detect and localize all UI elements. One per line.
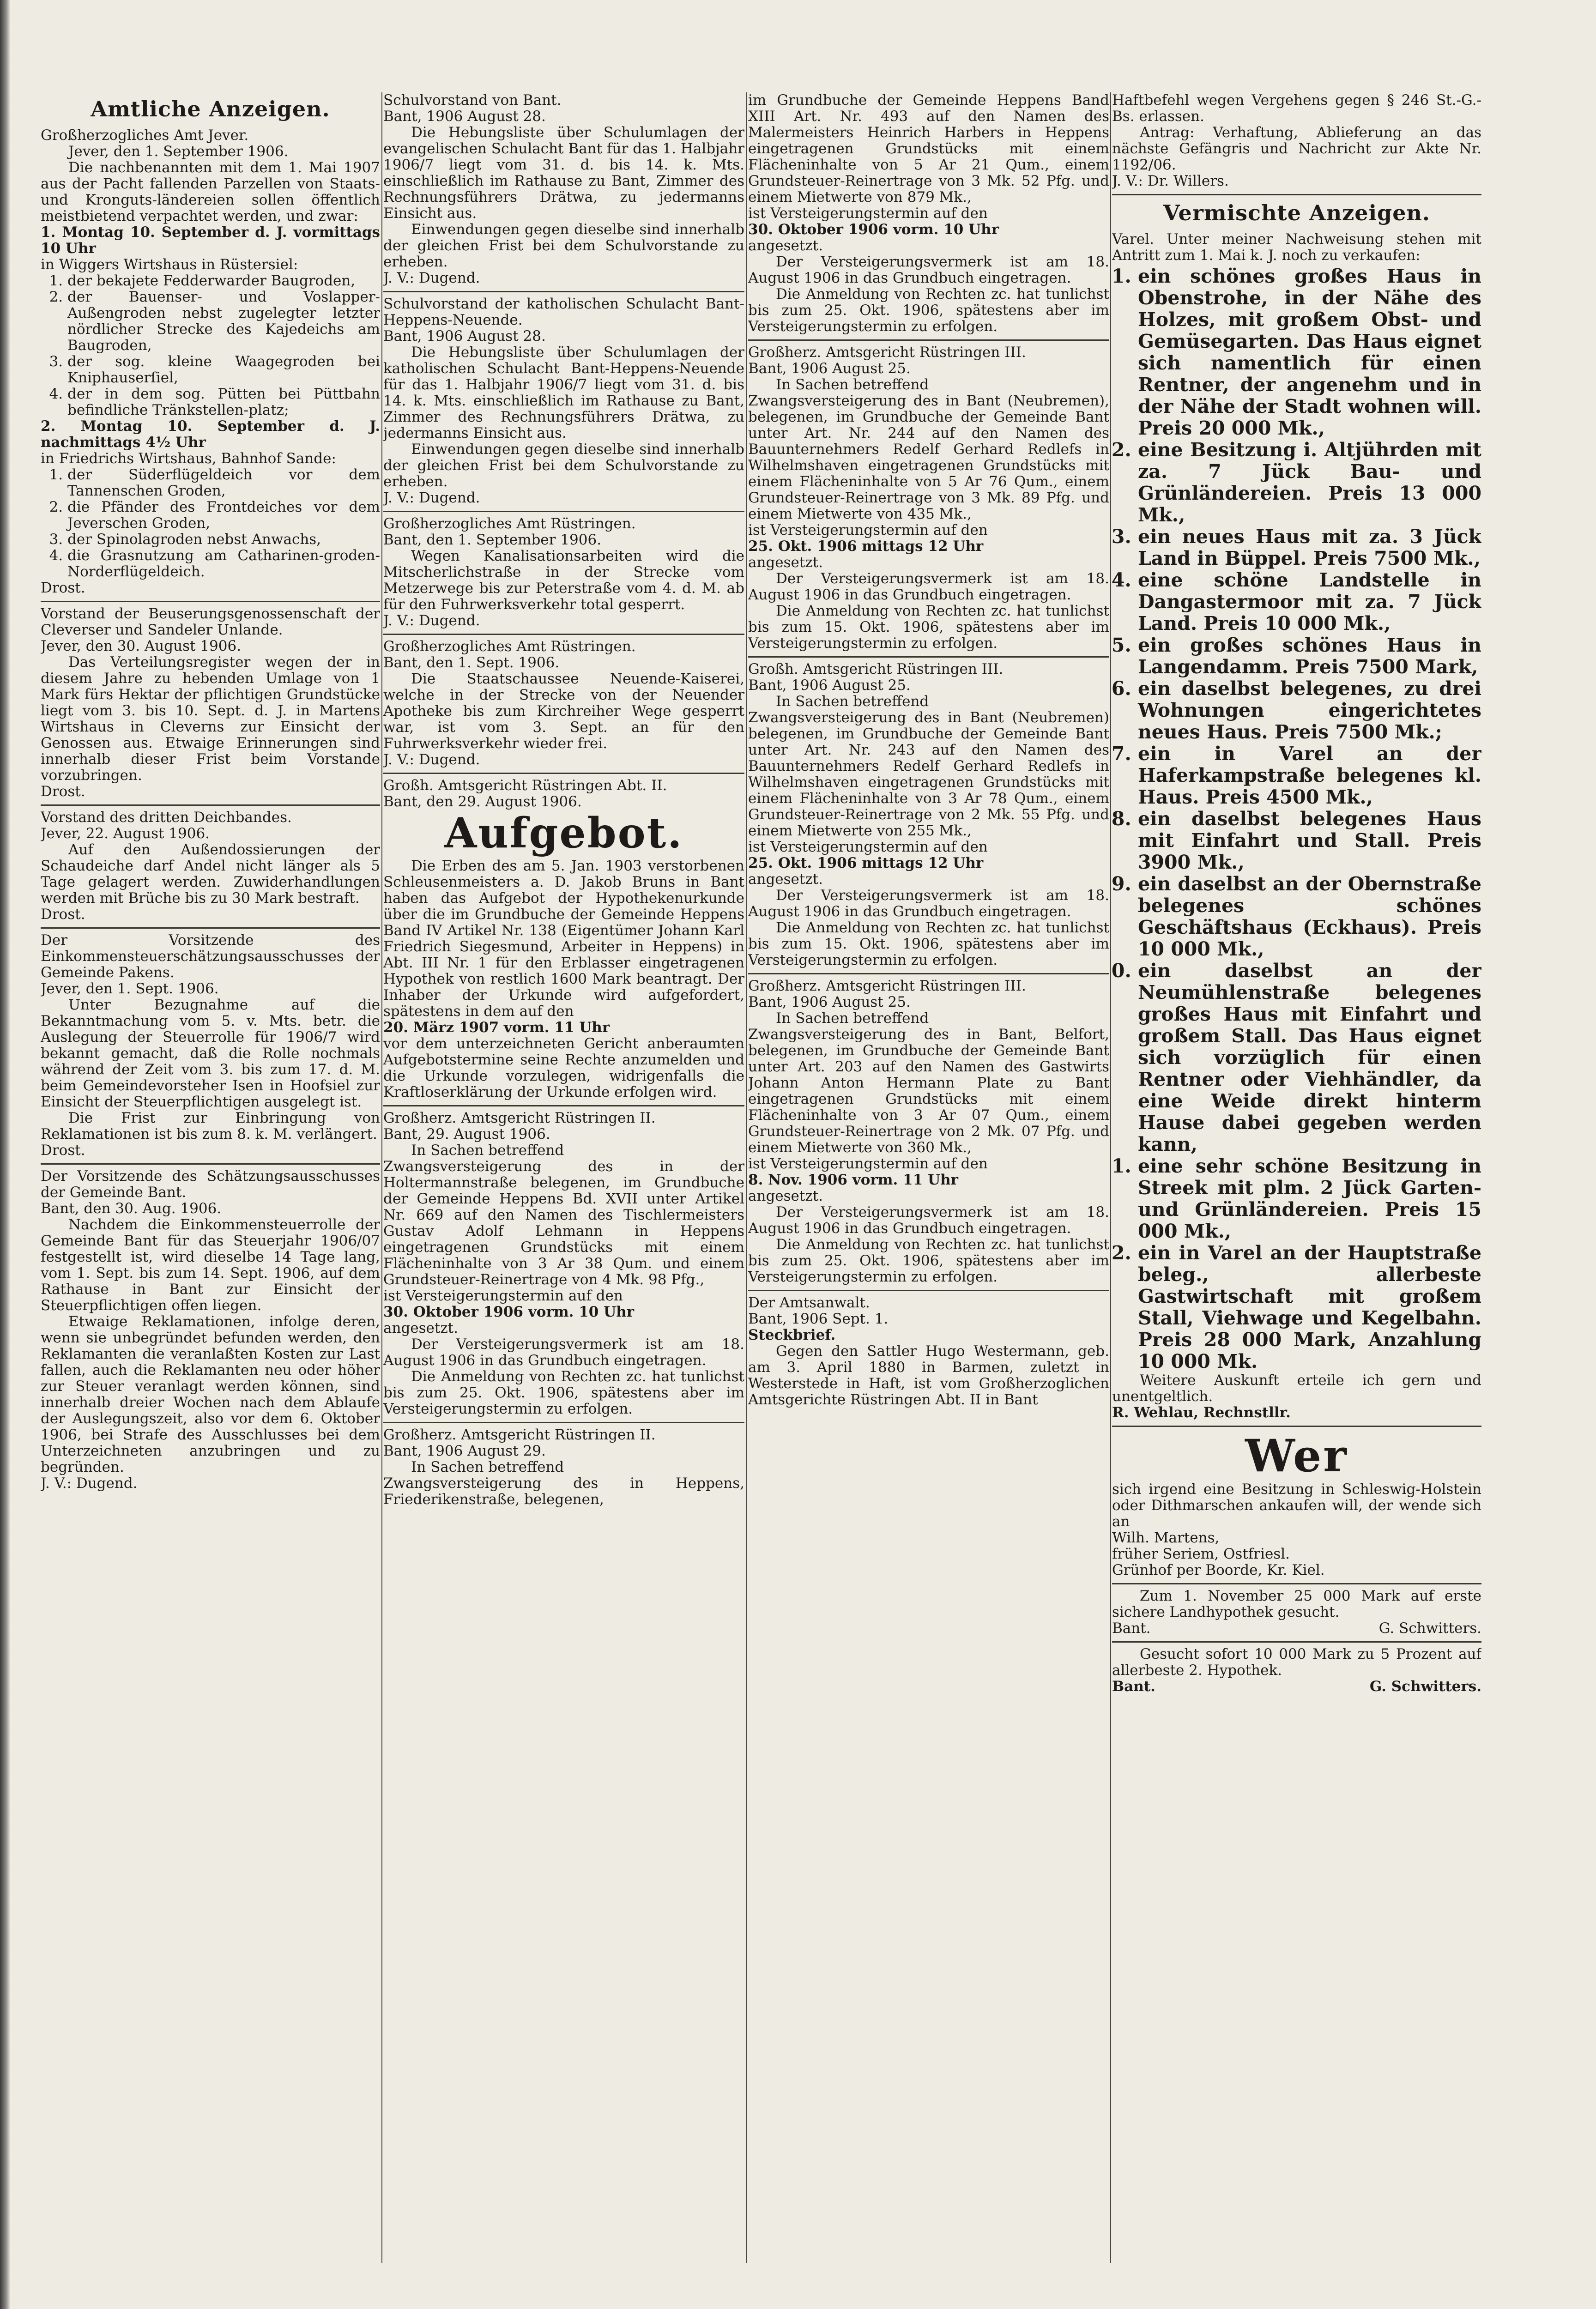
notice-body: Zwangsversteigerung des in Bant (Neubremen), belegenen, im Grundbuche der Gemeinde Bant unter Art. Nr. 244 auf den Namen des Bauunternehmers Redelf Gerhard Redlefs in Wilhelmshaven eingetragenen Grundstücks mit einem Flächeninhalte von 5 Ar 76 Qum., einem Grundsteuer-Reinertrage von 3 Mk. 89 Pfg. und einem Mietwerte von 435 Mk., bbox=[748, 393, 1109, 522]
notice-date: Bant, 1906 August 25. bbox=[748, 994, 911, 1010]
notice-amt-ruestringen-chaussee bbox=[383, 639, 744, 768]
list-item: 8. ein daselbst belegenes Haus mit Einfahrt und Stall. Preis 3900 Mk., bbox=[1138, 808, 1481, 873]
notice-header: Großherzogliches Amt Jever. bbox=[41, 127, 249, 144]
divider bbox=[383, 1105, 744, 1106]
aufgebot-title: Aufgebot. bbox=[444, 809, 683, 858]
notice-term: 2. Montag 10. September d. J. nachmittags 4½ Uhr bbox=[41, 418, 380, 451]
notice-aufgebot bbox=[383, 778, 744, 1100]
divider bbox=[1112, 1426, 1481, 1427]
list-item: 2. der Bauenser- und Voslapper-Außengroden nebst zugelegter letzter nördlicher Strecke des Kajedeichs am Baugroden, bbox=[67, 289, 380, 354]
notice-header: Großherzogliches Amt Rüstringen. bbox=[383, 638, 636, 655]
notice-zwangsversteigerung-244 bbox=[748, 345, 1109, 652]
notice-amt-jever bbox=[41, 127, 380, 596]
notice-location: in Friedrichs Wirtshaus, Bahnhof Sande: bbox=[41, 450, 336, 467]
notice-body: Die Hebungsliste über Schulumlagen der katholischen Schulacht Bant-Heppens-Neuende für das 1. Halbjahr 1906/7 liegt vom 31. d. bis 14. k. Mts. einschließlich im Rathause zu Bant, Zimmer des Rechnungsführers Drätwa, zu jedermanns Einsicht aus. bbox=[383, 344, 744, 441]
notice-signature: Drost. bbox=[41, 580, 85, 596]
notice-body: Einwendungen gegen dieselbe sind innerhalb der gleichen Frist bei dem Schulvorstande zu erheben. bbox=[383, 441, 744, 490]
ad-hypothek-2 bbox=[1112, 1646, 1481, 1695]
divider bbox=[41, 601, 380, 602]
page-fold-shadow bbox=[0, 0, 10, 2309]
notice-header: Vorstand des dritten Deichbandes. bbox=[41, 809, 292, 826]
divider bbox=[748, 1290, 1109, 1291]
notice-term: 8. Nov. 1906 vorm. 11 Uhr bbox=[748, 1172, 958, 1188]
notice-date: Jever, den 1. September 1906. bbox=[68, 143, 289, 160]
notice-term: 1. Montag 10. September d. J. vormittags 10 Uhr bbox=[41, 224, 380, 257]
notice-header: Großh. Amtsgericht Rüstringen Abt. II. bbox=[383, 777, 667, 794]
notice-date: Bant, 1906 August 25. bbox=[748, 360, 911, 377]
notice-steckbrief-continued bbox=[1112, 92, 1481, 189]
ad-signature: G. Schwitters. bbox=[1378, 1620, 1481, 1637]
notice-date: Bant, den 1. September 1906. bbox=[383, 532, 602, 548]
notice-signature: J. V.: Dugend. bbox=[383, 751, 480, 768]
notice-header: Großh. Amtsgericht Rüstringen III. bbox=[748, 661, 1004, 677]
column-divider bbox=[381, 92, 382, 2263]
notice-body: ist Versteigerungstermin auf den bbox=[748, 839, 988, 855]
notice-term: 30. Oktober 1906 vorm. 10 Uhr bbox=[748, 221, 999, 238]
notice-term: 25. Okt. 1906 mittags 12 Uhr bbox=[748, 855, 984, 871]
notice-body: Die Frist zur Einbringung von Reklamationen ist bis zum 8. k. M. verlängert. bbox=[41, 1110, 380, 1142]
notice-intro: In Sachen betreffend bbox=[776, 376, 929, 393]
list-item: 4. die Grasnutzung am Catharinen-groden-Norderflügeldeich. bbox=[67, 548, 380, 580]
notice-body: Der Versteigerungsvermerk ist am 18. August 1906 in das Grundbuch eingetragen. bbox=[748, 887, 1109, 920]
notice-body: angesetzt. bbox=[748, 1188, 823, 1204]
notice-header: Großherzogliches Amt Rüstringen. bbox=[383, 515, 636, 532]
ad-body: Gesucht sofort 10 000 Mark zu 5 Prozent auf allerbeste 2. Hypothek. bbox=[1112, 1646, 1481, 1679]
notice-signature: Drost. bbox=[41, 906, 85, 923]
notice-date: Jever, den 1. Sept. 1906. bbox=[41, 980, 219, 997]
notice-date: Bant, 1906 Sept. 1. bbox=[748, 1311, 889, 1327]
notice-amt-ruestringen-kanal bbox=[383, 516, 744, 629]
list-item: 5. ein großes schönes Haus in Langendamm. Preis 7500 Mark, bbox=[1138, 635, 1481, 678]
notice-location: in Wiggers Wirtshaus in Rüstersiel: bbox=[41, 256, 298, 273]
notice-header: Der Vorsitzende des Schätzungsausschusses der Gemeinde Bant. bbox=[41, 1168, 380, 1201]
notice-body: Die nachbenannten mit dem 1. Mai 1907 aus der Pacht fallenden Parzellen von Staats- und Kronguts-ländereien sollen öffentlich meistbietend verpachtet werden, und zwar: bbox=[41, 159, 380, 224]
list-item: 10. ein daselbst an der Neumühlenstraße belegenes großes Haus mit Einfahrt und großem Stall. Das Haus eignet sich vorzüglich für einen Rentner oder Viehhändler, da eine Weide direkt hinterm Hause dabei gegeben werden kann, bbox=[1138, 960, 1481, 1155]
notice-body: Die Anmeldung von Rechten zc. hat tunlichst bis zum 25. Okt. 1906, spätestens aber im Versteigerungstermin zu erfolgen. bbox=[748, 1236, 1109, 1285]
list-item: 6. ein daselbst belegenes, zu drei Wohnungen eingerichtetes neues Haus. Preis 7500 Mk.; bbox=[1138, 678, 1481, 743]
notice-schulvorstand-katholisch bbox=[383, 296, 744, 506]
list-item: 3. ein neues Haus mit za. 3 Jück Land in Büppel. Preis 7500 Mk., bbox=[1138, 526, 1481, 569]
ad-varel-real-estate bbox=[1112, 231, 1481, 1421]
notice-signature: J. V.: Dugend. bbox=[383, 612, 480, 629]
list-item: 12. ein in Varel an der Hauptstraße beleg., allerbeste Gastwirtschaft mit großem Stall, Viehwage und Kegelbahn. Preis 28 000 Mark, Anzahlung 10 000 Mk. bbox=[1138, 1242, 1481, 1372]
notice-body: Die Anmeldung von Rechten zc. hat tunlichst bis zum 15. Okt. 1906, spätestens aber im Versteigerungstermin zu erfolgen. bbox=[748, 603, 1109, 652]
notice-zwangsversteigerung-243 bbox=[748, 661, 1109, 968]
notice-header: Schulvorstand von Bant. bbox=[383, 92, 562, 109]
ad-intro: Varel. Unter meiner Nachweisung stehen mit Antritt zum 1. Mai k. J. noch zu verkaufen: bbox=[1112, 231, 1481, 264]
notice-header: Der Amtsanwalt. bbox=[748, 1294, 870, 1311]
list-item: 4. der in dem sog. Pütten bei Püttbahn befindliche Tränkstellen-platz; bbox=[67, 386, 380, 418]
parcel-list bbox=[41, 273, 380, 418]
notice-intro: In Sachen betreffend bbox=[411, 1459, 564, 1475]
divider bbox=[748, 973, 1109, 974]
notice-body: Die Anmeldung von Rechten zc. hat tunlichst bis zum 25. Okt. 1906, spätestens aber im Versteigerungstermin zu erfolgen. bbox=[383, 1368, 744, 1417]
list-item: 2. eine Besitzung i. Altjührden mit za. 7 Jück Bau- und Grünländereien. Preis 13 000 Mk., bbox=[1138, 439, 1481, 526]
notice-header: Schulvorstand der katholischen Schulacht Bant-Heppens-Neuende. bbox=[383, 296, 744, 328]
notice-date: Bant, den 1. Sept. 1906. bbox=[383, 654, 560, 671]
notice-term: 30. Oktober 1906 vorm. 10 Uhr bbox=[383, 1304, 635, 1320]
notice-body: Das Verteilungsregister wegen der in diesem Jahre zu hebenden Umlage von 1 Mark fürs Hektar der pflichtigen Grundstücke liegt vom 3. bis 10. Sept. d. J. in Martens Wirtshaus in Cleverns zur Einsicht der Genossen aus. Etwaige Erinnerungen sind innerhalb dieser Frist beim Vorstande vorzubringen. bbox=[41, 654, 380, 784]
ad-signature: Wilh. Martens, bbox=[1112, 1529, 1220, 1546]
notice-schulvorstand-bant bbox=[383, 92, 744, 286]
divider bbox=[383, 1422, 744, 1423]
notice-date: Jever, den 30. August 1906. bbox=[41, 638, 242, 654]
notice-header: Der Vorsitzende des Einkommensteuerschätzungsausschusses der Gemeinde Pakens. bbox=[41, 932, 380, 981]
divider bbox=[383, 773, 744, 774]
list-item: 9. ein daselbst an der Obernstraße belegenes schönes Geschäftshaus (Eckhaus). Preis 10 000 Mk., bbox=[1138, 873, 1481, 960]
notice-term: 20. März 1907 vorm. 11 Uhr bbox=[383, 1019, 610, 1036]
notice-date: Bant, 1906 August 28. bbox=[383, 328, 546, 345]
notice-body: angesetzt. bbox=[383, 1320, 458, 1336]
section-title: Amtliche Anzeigen. bbox=[91, 97, 330, 121]
notice-body: Die Erben des am 5. Jan. 1903 verstorbenen Schleusenmeisters a. D. Jakob Bruns in Bant haben das Aufgebot der Hypothekenurkunde über die im Grundbuche der Gemeinde Heppens Band IV Artikel Nr. 138 (Eigentümer Johann Karl Friedrich Siegesmund, Arbeiter in Heppens) in Abt. III Nr. 1 für den Erblasser eingetragenen Hypothek von restlich 1600 Mark beantragt. Der Inhaber der Urkunde wird aufgefordert, spätestens in dem auf den bbox=[383, 858, 744, 1020]
notice-body: Zwangsversteigerung des in Bant (Neubremen) belegenen, im Grundbuche der Gemeinde Bant unter Art. Nr. 243 auf den Namen des Bauunternehmers Redelf Gerhard Redlefs in Wilhelmshaven eingetragenen Grundstücks mit einem Flächeninhalte von 3 Ar 78 Qum., einem Grundsteuer-Reinertrage von 2 Mk. 55 Pfg. und einem Mietwerte von 255 Mk., bbox=[748, 709, 1109, 839]
column-4 bbox=[1112, 92, 1481, 2272]
notice-header: Vorstand der Beuserungsgenossenschaft der Cleverser und Sandeler Unlande. bbox=[41, 605, 380, 638]
notice-zwangsversteigerung-holtermann bbox=[383, 1110, 744, 1417]
column-2 bbox=[383, 92, 744, 2272]
notice-deichband bbox=[41, 810, 380, 923]
divider bbox=[1112, 1583, 1481, 1584]
divider bbox=[41, 804, 380, 806]
ad-hypothek-1 bbox=[1112, 1588, 1481, 1637]
ad-wer bbox=[1112, 1431, 1481, 1578]
notice-continued bbox=[748, 92, 1109, 335]
list-item: 11. eine sehr schöne Besitzung in Streek mit plm. 2 Jück Garten- und Grünländereien. Preis 15 000 Mk., bbox=[1138, 1155, 1481, 1242]
notice-body: im Grundbuche der Gemeinde Heppens Band XIII Art. Nr. 493 auf den Namen des Malermeisters Heinrich Harbers in Heppens eingetragenen Grundstücks mit einem Flächeninhalte von 5 Ar 21 Qum., einem Grundsteuer-Reinertrage von 3 Mk. 52 Pfg. und einem Mietwerte von 879 Mk., bbox=[748, 92, 1109, 206]
ad-place: Bant. bbox=[1112, 1678, 1155, 1695]
notice-body: ist Versteigerungstermin auf den bbox=[748, 522, 988, 538]
notice-date: Bant, den 30. Aug. 1906. bbox=[41, 1200, 222, 1217]
column-divider bbox=[1110, 92, 1111, 2263]
list-item: 3. der sog. kleine Waagegroden bei Kniphauserſiel, bbox=[67, 354, 380, 386]
notice-body: angesetzt. bbox=[748, 871, 823, 888]
notice-zwangsversteigerung-203 bbox=[748, 978, 1109, 1285]
notice-intro: In Sachen betreffend bbox=[776, 693, 929, 710]
notice-body: Zwangsversteigerung des in Heppens, Friederikenstraße, belegenen, bbox=[383, 1475, 744, 1508]
notice-date: Bant, den 29. August 1906. bbox=[383, 793, 582, 810]
divider bbox=[748, 339, 1109, 341]
notice-body: Nachdem die Einkommensteuerrolle der Gemeinde Bant für das Steuerjahr 1906/07 festgestellt ist, wird dieselbe 14 Tage lang, vom 1. Sept. bis zum 14. Sept. 1906, auf dem Rathause in Bant zur Einsicht der Steuerpflichtigen offen liegen. bbox=[41, 1216, 380, 1314]
notice-date: Bant, 1906 August 25. bbox=[748, 677, 911, 694]
steckbrief-title: Steckbrief. bbox=[748, 1327, 836, 1343]
list-item: 1. der bekajete Fedderwarder Baugroden, bbox=[67, 273, 380, 289]
ad-signature: Grünhof per Boorde, Kr. Kiel. bbox=[1112, 1562, 1325, 1578]
ad-body: sich irgend eine Besitzung in Schleswig-Holstein oder Dithmarschen ankaufen will, der wende sich an bbox=[1112, 1481, 1481, 1530]
ad-signature: früher Seriem, Ostfriesl. bbox=[1112, 1546, 1290, 1562]
ad-body: Zum 1. November 25 000 Mark auf erste sichere Landhypothek gesucht. bbox=[1112, 1588, 1481, 1620]
notice-signature: J. V.: Dugend. bbox=[383, 270, 480, 286]
notice-body: Antrag: Verhaftung, Ablieferung an das nächste Gefängris und Nachricht zur Akte Nr. 1192/06. bbox=[1112, 124, 1481, 173]
wer-title: Wer bbox=[1245, 1430, 1348, 1482]
notice-signature: J. V.: Dugend. bbox=[383, 490, 480, 506]
divider bbox=[383, 291, 744, 292]
notice-intro: In Sachen betreffend bbox=[411, 1142, 564, 1159]
notice-body: Die Hebungsliste über Schulumlagen der evangelischen Schulacht Bant für das 1. Halbjahr 1906/7 liegt vom 31. d. bis 14. k. Mts. einschließlich im Rathause zu Bant, Zimmer des Rechnungsführers Drätwa, zu jedermanns Einsicht aus. bbox=[383, 124, 744, 222]
notice-body: angesetzt. bbox=[748, 554, 823, 571]
notice-body: Die Anmeldung von Rechten zc. hat tunlichst bis zum 25. Okt. 1906, spätestens aber im Versteigerungstermin zu erfolgen. bbox=[748, 286, 1109, 335]
parcel-list bbox=[41, 467, 380, 580]
notice-body: ist Versteigerungstermin auf den bbox=[748, 1155, 988, 1172]
notice-body: Zwangsversteigerung des in Bant, Belfort, belegenen, im Grundbuche der Gemeinde Bant unter Art. 203 auf den Namen des Gastwirts Johann Anton Hermann Plate zu Bant eingetragenen Grundstücks mit einem Flächeninhalte von 3 Ar 07 Qum., einem Grundsteuer-Reinertrage von 2 Mk. 07 Pfg. und einem Mietwerte von 360 Mk., bbox=[748, 1026, 1109, 1156]
notice-zwangsversteigerung-friederiken bbox=[383, 1427, 744, 1508]
notice-body: Der Versteigerungsvermerk ist am 18. August 1906 in das Grundbuch eingetragen. bbox=[748, 1204, 1109, 1237]
notice-body: Der Versteigerungsvermerk ist am 18. August 1906 in das Grundbuch eingetragen. bbox=[383, 1336, 744, 1369]
notice-body: Der Versteigerungsvermerk ist am 18. August 1906 in das Grundbuch eingetragen. bbox=[748, 570, 1109, 603]
column-3 bbox=[748, 92, 1109, 2272]
notice-date: Bant, 1906 August 29. bbox=[383, 1443, 546, 1459]
notice-body: Die Anmeldung von Rechten zc. hat tunlichst bis zum 15. Okt. 1906, spätestens aber im Versteigerungstermin zu erfolgen. bbox=[748, 919, 1109, 968]
list-item: 1. der Süderflügeldeich vor dem Tannenschen Groden, bbox=[67, 467, 380, 499]
ad-signature: R. Wehlau, Rechnstllr. bbox=[1112, 1404, 1291, 1421]
notice-date: Jever, 22. August 1906. bbox=[41, 825, 210, 842]
divider bbox=[383, 511, 744, 512]
notice-body: Haftbefehl wegen Vergehens gegen § 246 St.-G.-Bs. erlassen. bbox=[1112, 92, 1481, 125]
property-list bbox=[1112, 266, 1481, 1372]
notice-intro: In Sachen betreffend bbox=[776, 1010, 929, 1027]
notice-body: Wegen Kanalisationsarbeiten wird die Mitscherlichstraße in der Strecke vom Metzerwege bis zur Peterstraße vom 4. d. M. ab für den Fuhrwerksverkehr total gesperrt. bbox=[383, 548, 744, 613]
notice-body: Etwaige Reklamationen, infolge deren, wenn sie unbegründet befunden werden, den Reklamanten die veranlaßten Kosten zur Last fallen, auch die Reklamanten neu oder höher zur Steuer veranlagt werden können, sind innerhalb dreier Wochen nach dem Ablaufe der Auslegungszeit, also vor dem 6. Oktober 1906, bei Strafe des Ausschlusses bei dem Unterzeichneten anzubringen und zu begründen. bbox=[41, 1313, 380, 1475]
list-item: 4. eine schöne Landstelle in Dangastermoor mit za. 7 Jück Land. Preis 10 000 Mk., bbox=[1138, 569, 1481, 635]
notice-term: 25. Okt. 1906 mittags 12 Uhr bbox=[748, 538, 984, 555]
notice-body: Der Versteigerungsvermerk ist am 18. August 1906 in das Grundbuch eingetragen. bbox=[748, 254, 1109, 286]
divider bbox=[748, 656, 1109, 658]
divider bbox=[1112, 1641, 1481, 1643]
notice-date: Bant, 29. August 1906. bbox=[383, 1126, 550, 1142]
section-title: Vermischte Anzeigen. bbox=[1163, 200, 1430, 225]
notice-body: Auf den Außendossierungen der Schaudeiche darf Andel nicht länger als 5 Tage gelagert werden. Zuwiderhandlungen werden mit Brüche bis zu 30 Mark bestraft. bbox=[41, 841, 380, 907]
notice-body: Gegen den Sattler Hugo Westermann, geb. am 3. April 1880 in Barmen, zuletzt in Westerstede in Haft, ist vom Großherzoglichen Amtsgerichte Rüstringen Abt. II in Bant bbox=[748, 1343, 1109, 1408]
list-item: 3. der Spinolagroden nebst Anwachs, bbox=[67, 532, 380, 548]
notice-body: vor dem unterzeichneten Gericht anberaumten Aufgebotstermine seine Rechte anzumelden und die Urkunde vorzulegen, widrigenfalls die Kraftloserklärung der Urkunde erfolgen wird. bbox=[383, 1035, 744, 1100]
notice-date: Bant, 1906 August 28. bbox=[383, 108, 546, 125]
notice-pakens bbox=[41, 932, 380, 1159]
notice-beuserung bbox=[41, 606, 380, 800]
divider bbox=[41, 927, 380, 929]
notice-body: Zwangsversteigerung des in der Holtermannstraße belegenen, im Grundbuche der Gemeinde Heppens Bd. XVII unter Artikel Nr. 669 auf den Namen des Tischlermeisters Gustav Adolf Lehmann in Heppens eingetragenen Grundstücks mit einem Flächeninhalte von 3 Ar 38 Qum. und einem Grundsteuer-Reinertrage von 4 Mk. 98 Pfg., bbox=[383, 1158, 744, 1288]
list-item: 7. ein in Varel an der Haferkampstraße belegenes kl. Haus. Preis 4500 Mk., bbox=[1138, 743, 1481, 808]
notice-steckbrief bbox=[748, 1295, 1109, 1408]
notice-body: Einwendungen gegen dieselbe sind innerhalb der gleichen Frist bei dem Schulvorstande zu erheben. bbox=[383, 221, 744, 270]
notice-header: Großherz. Amtsgericht Rüstringen II. bbox=[383, 1110, 656, 1126]
column-1 bbox=[41, 92, 380, 2272]
notice-body: ist Versteigerungstermin auf den bbox=[748, 205, 988, 222]
ad-place: Bant. bbox=[1112, 1620, 1151, 1637]
notice-body: Unter Bezugnahme auf die Bekanntmachung vom 5. v. Mts. betr. die Auslegung der Steuerrolle für 1906/7 wird bekannt gemacht, daß die Rolle nochmals während der Zeit vom 3. bis zum 17. d. M. beim Gemeindevorsteher Isen in Hoofsiel zur Einsicht der Steuerpflichtigen ausgelegt ist. bbox=[41, 997, 380, 1110]
notice-signature: J. V.: Dugend. bbox=[41, 1475, 138, 1492]
notice-header: Großherz. Amtsgericht Rüstringen III. bbox=[748, 978, 1026, 994]
ad-signature: G. Schwitters. bbox=[1369, 1678, 1481, 1695]
list-item: 2. die Pfänder des Frontdeiches vor dem Jeverschen Groden, bbox=[67, 499, 380, 532]
notice-signature: Drost. bbox=[41, 1142, 85, 1159]
notice-schaetzung-bant bbox=[41, 1168, 380, 1492]
divider bbox=[1112, 194, 1481, 195]
divider bbox=[41, 1163, 380, 1165]
list-item: 1. ein schönes großes Haus in Obenstrohe, in der Nähe des Holzes, mit großem Obst- und Gemüsegarten. Das Haus eignet sich namentlich für einen Rentner, der angenehm und in der Nähe der Stadt wohnen will. Preis 20 000 Mk., bbox=[1138, 266, 1481, 439]
notice-body: angesetzt. bbox=[748, 237, 823, 254]
divider bbox=[383, 634, 744, 635]
ad-outro: Weitere Auskunft erteile ich gern und unentgeltlich. bbox=[1112, 1372, 1481, 1405]
notice-header: Großherz. Amtsgericht Rüstringen II. bbox=[383, 1427, 656, 1443]
column-divider bbox=[746, 92, 747, 2263]
notice-body: Die Staatschaussee Neuende-Kaiserei, welche in der Strecke von der Neuender Apotheke bis zum Kirchreiher Wege gesperrt war, ist vom 3. Sept. an für den Fuhrwerksverkehr wieder frei. bbox=[383, 671, 744, 752]
notice-body: ist Versteigerungstermin auf den bbox=[383, 1287, 623, 1304]
notice-header: Großherz. Amtsgericht Rüstringen III. bbox=[748, 344, 1026, 361]
notice-signature: J. V.: Dr. Willers. bbox=[1112, 173, 1229, 189]
notice-signature: Drost. bbox=[41, 783, 85, 800]
